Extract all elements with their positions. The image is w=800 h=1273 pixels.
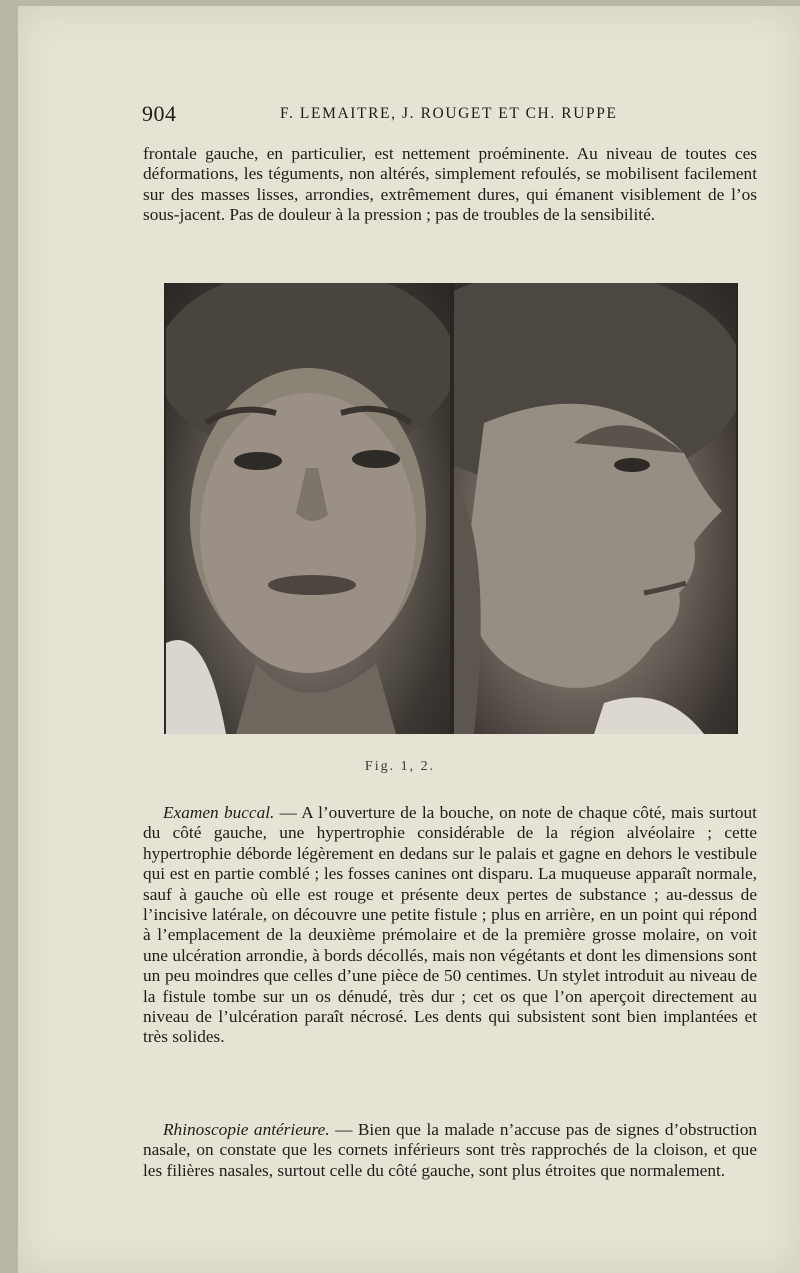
running-title: F. LEMAITRE, J. ROUGET ET CH. RUPPE — [280, 105, 618, 122]
front-portrait-illustration — [166, 283, 450, 734]
profile-portrait-illustration — [454, 283, 736, 734]
section-heading-examen-buccal: Examen buccal. — [163, 803, 275, 822]
paragraph-rhinoscopie — [143, 1120, 757, 1181]
paragraph-frontale: frontale gauche, en particulier, est nettement proéminente. Au niveau de toutes ces déformations, les téguments, non altérés, simplement refoulés, se mobilisent facilement sur des masses lisses, arrondies, extrêmement dures, qui émanent visiblement de l’os sous-jacent. Pas de douleur à la pression ; pas de troubles de la sensibilité. — [143, 144, 757, 225]
section-heading-rhinoscopie: Rhinoscopie antérieure. — [163, 1120, 330, 1139]
figure-caption: Fig. 1, 2. — [364, 759, 436, 774]
photo-profile-view — [454, 283, 736, 734]
page-number: 904 — [142, 101, 177, 126]
page-header — [142, 101, 762, 129]
figure-photographs — [164, 283, 738, 734]
paragraph-rhinoscopie-body: — Bien que la malade n’accuse pas de signes d’obstruction nasale, on constate que les cornets inférieurs sont très rapprochés de la cloison, et que les filières nasales, surtout celle du côté gauche, sont plus étroites que normalement. — [143, 1120, 757, 1180]
paragraph-examen-buccal — [143, 803, 757, 1048]
paragraph-examen-buccal-body: — A l’ouverture de la bouche, on note de chaque côté, mais surtout du côté gauche, une hypertrophie considérable de la région alvéolaire ; cette hypertrophie déborde légèrement en dedans sur le palais et gagne en dehors le vestibule qui est en partie comblé ; les fosses canines ont disparu. La muqueuse apparaît normale, sauf à gauche où elle est rouge et présente deux pertes de substance ; au-dessus de l’incisive latérale, on découvre une petite fistule ; plus en arrière, en un point qui répond à l’emplacement de la deuxième prémolaire et de la première grosse molaire, on voit une ulcération arrondie, à bords décollés, mais non végétants et dont les dimensions sont un peu moindres que celles d’une pièce de 50 centimes. Un stylet introduit au niveau de la fistule tombe sur un os dénudé, très dur ; cet os que l’on aperçoit directement au niveau de l’ulcération paraît nécrosé. Les dents qui subsistent sont bien implantées et très solides. — [143, 803, 757, 1047]
photo-front-view — [166, 283, 450, 734]
